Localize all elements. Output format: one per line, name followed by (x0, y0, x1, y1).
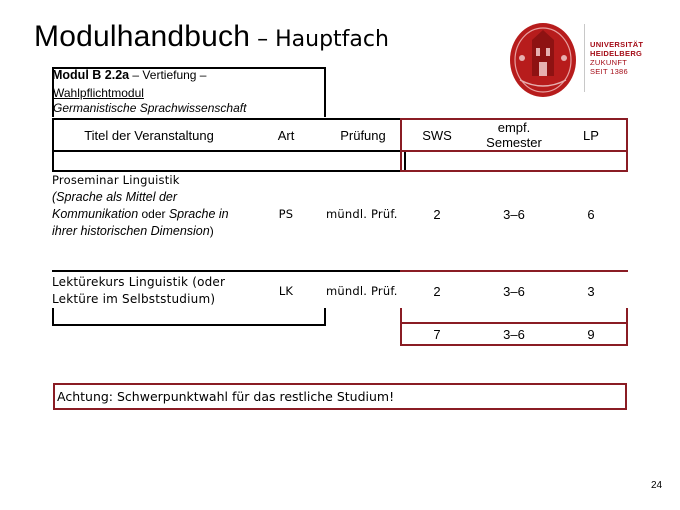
header-sws: SWS (422, 127, 452, 143)
logo-divider (584, 24, 585, 92)
page-title-main: Modulhandbuch (34, 20, 251, 53)
warning-text: Achtung: Schwerpunktwahl für das restliche Studium! (57, 389, 395, 404)
total-sws: 7 (433, 326, 441, 342)
header-lp: LP (583, 127, 599, 143)
row-1-semester: 3–6 (503, 206, 525, 222)
row-2-lp: 3 (587, 283, 595, 299)
total-lp: 9 (587, 326, 595, 342)
module-type: Wahlpflichtmodul (53, 86, 144, 100)
page-number: 24 (651, 480, 663, 491)
row-separator (52, 270, 406, 272)
logo-line-4: SEIT 1386 (590, 67, 629, 76)
logo-wordmark (590, 40, 643, 76)
logo-line-3: ZUKUNFT (590, 58, 628, 67)
row-2-pruefung: mündl. Prüf. (326, 284, 398, 298)
university-logo (508, 18, 656, 102)
logo-line-1: UNIVERSITÄT (590, 40, 644, 49)
row-1-course-desc: (Sprache als Mittel der Kommunikation oder Sprache in ihrer historischen Dimension) (52, 190, 229, 238)
header-title: Titel der Veranstaltung (84, 127, 214, 143)
row-2-sws: 2 (433, 283, 441, 299)
header-pruefung: Prüfung (340, 127, 386, 143)
logo-line-2: HEIDELBERG (590, 49, 643, 58)
table-gap-right (400, 152, 628, 172)
table-row-1-title (52, 172, 244, 240)
row-1-course-name: Proseminar Linguistik (52, 173, 180, 187)
university-seal-icon (508, 18, 578, 98)
row-separator-right (400, 270, 628, 272)
page-title-sub: – Hauptfach (250, 27, 389, 52)
table-bottom-border (52, 324, 326, 326)
module-subject: Germanistische Sprachwissenschaft (53, 101, 247, 115)
row-1-art: PS (278, 207, 294, 221)
module-code (52, 68, 206, 82)
table-gap-left (52, 152, 406, 172)
row-2-semester: 3–6 (503, 283, 525, 299)
row-1-sws: 2 (433, 206, 441, 222)
row-1-lp: 6 (587, 206, 595, 222)
table-row-2-title: Lektürekurs Linguistik (oder Lektüre im Selbststudium) (52, 275, 226, 306)
module-code-bold: Modul B 2.2a (52, 68, 130, 82)
row-2-art: LK (278, 284, 294, 298)
header-semester: empf. Semester (486, 120, 542, 150)
total-semester: 3–6 (503, 326, 525, 342)
row-1-pruefung: mündl. Prüf. (326, 207, 398, 221)
module-code-suffix: – Vertiefung – (129, 68, 207, 82)
page-title (34, 20, 389, 54)
header-art: Art (277, 127, 295, 143)
